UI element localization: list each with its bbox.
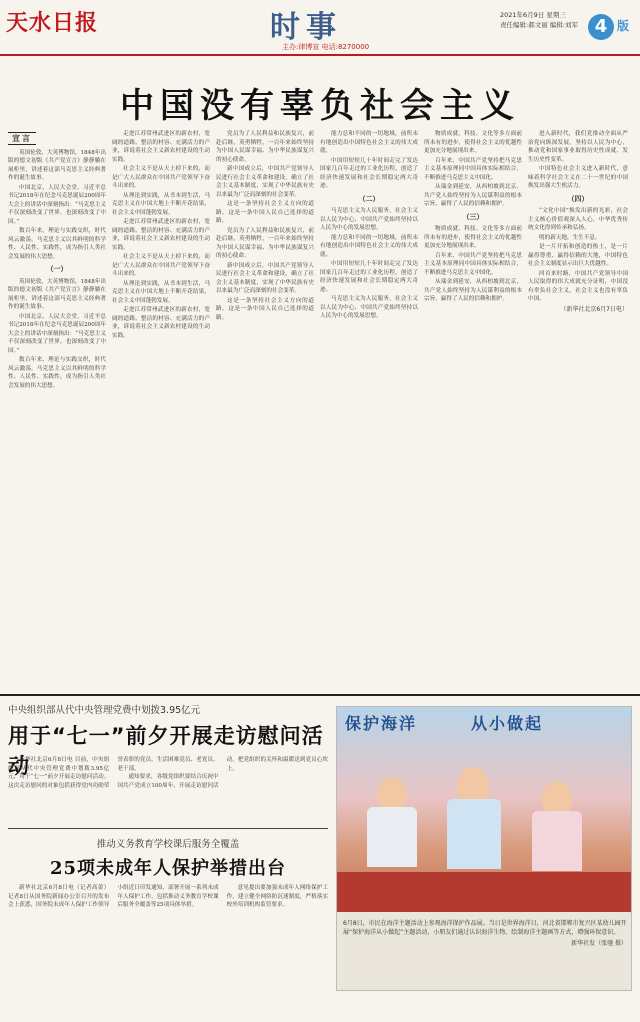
paragraph: 社会主义不是从天上掉下来的，而是广大人民群众在中国共产党领导下奋斗出来的。 (112, 254, 210, 277)
paragraph: 马克思主义为人民服务，社会主义以人民为中心，中国共产党始终坚持以人民为中心的发展思想。 (320, 208, 418, 231)
paragraph: 新中国成立后，中国共产党领导人民进行社会主义革命和建设，确立了社会主义基本制度，实现了中华民族有史以来最为广泛而深刻的社会变革。 (216, 262, 314, 294)
lead-article (8, 130, 632, 690)
article-three-kicker: 推动义务教育学校课后服务全覆盖 (96, 839, 240, 850)
photo-title-left: 保护海洋 (345, 714, 418, 733)
article-column-1 (8, 130, 106, 690)
paragraph: 英国伦敦，大英博物馆，1848年出版的德文初版《共产党宣言》静静躺在展柜里，讲述着这部马克思主义经典著作的诞生故事。 (8, 149, 106, 181)
section-heading-1: （一） (46, 264, 68, 273)
header-meta (500, 10, 590, 30)
article-column-5 (424, 130, 522, 690)
paragraph: 从瑞金到延安，从西柏坡到北京，共产党人始终坚持为人民谋利益的根本宗旨，赢得了人民的信赖和拥护。 (424, 279, 522, 302)
article-three (8, 836, 328, 880)
paragraph: 百年来，中国共产党坚持把马克思主义基本原理同中国具体实际相结合，不断推进马克思主义中国化。 (424, 252, 522, 276)
paragraph: 走进江苏常州武进区的新农村，宽阔的道路、整洁的村容、充满活力的产业，诉说着社会主义新农村建设的生动实践。 (112, 307, 210, 339)
paragraph: 马克思主义为人民服务，社会主义以人民为中心，中国共产党始终坚持以人民为中心的发展思想。 (320, 296, 418, 319)
child-figure (377, 777, 407, 811)
page-word: 版 (617, 19, 630, 33)
child-figure (367, 807, 417, 867)
article-column-3 (216, 130, 314, 690)
article-three-title: 25项未成年人保护举措出台 (49, 858, 287, 879)
paragraph: 进入新时代，我们党推动全面从严治党向纵深发展，坚持以人民为中心，推动党和国家事业取得历史性成就、发生历史性变革。 (528, 131, 628, 163)
main-headline: 中国没有辜负社会主义 (120, 86, 520, 126)
paragraph: 通知要求，各级党组织要结合庆祝中国共产党成立100周年，开展走访慰问活动，把党组织的关怀和温暖送到党员心坎上。 (117, 757, 328, 789)
section-divider (0, 694, 640, 696)
article-divider (8, 828, 328, 829)
paragraph: 能力总和不同的一切地域，前所未有地创造出中国特色社会主义的伟大成就。 (320, 234, 418, 258)
paragraph: 这是一条坚持社会主义方向的道路，这是一条中国人民自己选择的道路。 (216, 201, 314, 224)
photo-caption (343, 919, 627, 948)
paragraph: 中国用短短几十年时间走完了发达国家几百年走过的工业化历程，创造了经济快速发展和社会长期稳定两大奇迹。 (320, 261, 418, 293)
article-column-4 (320, 130, 418, 690)
table-surface (337, 872, 632, 912)
article-source: （新华社北京6月7日电） (560, 305, 628, 313)
paragraph: 意见提出要加强未成年人网络保护工作，建立健全网络防沉迷制度，严格落实校外培训机构监管要求。 (226, 885, 328, 908)
child-figure (532, 811, 582, 871)
paragraph: 物质成就、科技、文化等多方面前所未有的进步，使得社会主义的优越性更加充分地展现出来。 (424, 226, 522, 249)
staff-line: 责任编辑:郝文丽 编辑:刘军 (500, 21, 578, 29)
paragraph: 英国伦敦，大英博物馆，1848年出版的德文初版《共产党宣言》静静躺在展柜里，讲述着这部马克思主义经典著作的诞生故事。 (8, 278, 106, 310)
section-editor-line: 主办:律博宣 电话:8270000 (282, 43, 370, 51)
paragraph: 回首来时路，中国共产党领导中国人民取得的伟大成就充分证明，中国没有辜负社会主义，社会主义也没有辜负中国。 (528, 270, 628, 302)
page-header (0, 0, 640, 56)
paragraph: 党员为了人民利益和民族复兴，前赴后继，英勇牺牲，一百年来始终坚持为中国人民谋幸福、为中华民族谋复兴的初心使命。 (216, 227, 314, 259)
paragraph: 中国北京，人民大会堂，习近平总书记2018年在纪念马克思诞辰200周年大会上的讲话中深刻指出：“马克思主义不仅深刻改变了世界，也深刻改变了中国。” (8, 313, 106, 354)
photo-credit: 新华社发（张驰 摄） (571, 940, 627, 947)
paragraph: 从理论到实践，从书本到生活，马克思主义在中国大地上不断开花结果，社会主义中国蓬勃发展。 (112, 280, 210, 304)
paragraph: 中国特色社会主义进入新时代，意味着科学社会主义在二十一世纪的中国焕发出强大生机活力。 (528, 166, 628, 189)
paragraph: 中国用短短几十年时间走完了发达国家几百年走过的工业化历程，创造了经济快速发展和社会长期稳定两大奇迹。 (320, 157, 418, 189)
section-heading-4: （四） (567, 193, 589, 203)
child-figure (447, 799, 501, 869)
paragraph: 从瑞金到延安，从西柏坡到北京，共产党人始终坚持为人民谋利益的根本宗旨，赢得了人民的信赖和拥护。 (424, 184, 522, 207)
article-column-2 (112, 130, 210, 690)
paragraph: 百年来，中国共产党坚持把马克思主义基本原理同中国具体实际相结合，不断推进马克思主义中国化。 (424, 157, 522, 181)
paragraph: 走进江苏常州武进区的新农村，宽阔的道路、整洁的村容、充满活力的产业，诉说着社会主义新农村建设的生动实践。 (112, 131, 210, 163)
article-two-body (8, 756, 328, 822)
paragraph: 新华社北京6月8日电（记者高蕾）记者8日从国务院新闻办公室召开的发布会上获悉，国务院未成年人保护工作领导小组近日印发通知，部署开展一系列未成年人保护工作，包括推动义务教育学校课后服务全覆盖等25项具体举措。 (8, 885, 219, 908)
paragraph: 是一片开拓和创造的热土，是一片赢得尊重、赢得信赖的大地，中国特色社会主义制度显示出巨大优越性。 (528, 244, 628, 267)
section-heading-3: （三） (462, 211, 484, 221)
article-two-kicker: 中央组织部从代中央管理党费中划拨3.95亿元 (8, 705, 201, 716)
column-label: 宣言 (8, 132, 36, 145)
paragraph: 中国北京，人民大会堂，习近平总书记2018年在纪念马克思诞辰200周年大会上的讲话中深刻指出：“马克思主义不仅深刻改变了世界，也深刻改变了中国。” (8, 184, 106, 225)
date-line: 2021年6月9日 星期三 (500, 11, 566, 19)
paragraph: “文化中国”焕发出新的光彩，社会主义核心价值观深入人心，中华优秀传统文化得到传承和弘扬。 (528, 208, 628, 231)
section-title: 时事 (270, 10, 342, 45)
news-photo (337, 707, 632, 912)
photo-feature (336, 706, 632, 991)
paragraph: 物质成就、科技、文化等多方面前所未有的进步，使得社会主义的优越性更加充分地展现出来。 (424, 131, 522, 154)
paragraph: 社会主义不是从天上掉下来的，而是广大人民群众在中国共产党领导下奋斗出来的。 (112, 166, 210, 189)
paragraph: 这是一条坚持社会主义方向的道路，这是一条中国人民自己选择的道路。 (216, 297, 314, 321)
paragraph: 明的新天地，生生不息。 (539, 234, 601, 241)
paragraph: 从理论到实践，从书本到生活，马克思主义在中国大地上不断开花结果，社会主义中国蓬勃发展。 (112, 192, 210, 216)
masthead-logo: 天水日报 (6, 10, 99, 36)
paragraph: 新华社北京6月8日电 目前，中央组织部从代中央管理党费中划拨3.95亿元，用于“七一”前夕开展走访慰问活动。这次走访慰问的对象包括获得党内功勋荣誉表彰的党员、生活困难党员、老党员、老干部。 (8, 757, 219, 789)
paragraph: 数百年来，理论与实践交织，时代风云激荡，马克思主义以其鲜明的科学性、人民性、实践性，成为指引人类社会发展的伟大思想。 (8, 228, 106, 260)
article-column-6 (528, 130, 628, 690)
article-three-body (8, 884, 328, 1016)
paragraph: 能力总和不同的一切地域，前所未有地创造出中国特色社会主义的伟大成就。 (320, 131, 418, 154)
paragraph: 党员为了人民利益和民族复兴，前赴后继，英勇牺牲，一百年来始终坚持为中国人民谋幸福、为中华民族谋复兴的初心使命。 (216, 131, 314, 163)
paragraph: 走进江苏常州武进区的新农村，宽阔的道路、整洁的村容、充满活力的产业，诉说着社会主义新农村建设的生动实践。 (112, 219, 210, 251)
photo-title-right: 从小做起 (471, 714, 544, 733)
article-two-title: 用于“七一”前夕开展走访慰问活动 (8, 724, 324, 778)
child-figure (542, 781, 572, 815)
section-heading-2: （二） (358, 193, 380, 203)
child-figure (457, 767, 489, 803)
page-number-badge: 4 (588, 14, 614, 40)
paragraph: 新中国成立后，中国共产党领导人民进行社会主义革命和建设，确立了社会主义基本制度，实现了中华民族有史以来最为广泛而深刻的社会变革。 (216, 166, 314, 198)
caption-text: 6月8日，市民在海洋主题活动上参观海洋保护作品展。当日是世界海洋日，河北省邯郸市复兴区某幼儿园开展“保护海洋从小做起”主题活动，小朋友们通过认识海洋生物、绘制海洋主题画等方式，增强环保意识。 (343, 920, 627, 936)
paragraph: 数百年来，理论与实践交织，时代风云激荡，马克思主义以其鲜明的科学性、人民性、实践性，成为指引人类社会发展的伟大思想。 (8, 357, 106, 389)
